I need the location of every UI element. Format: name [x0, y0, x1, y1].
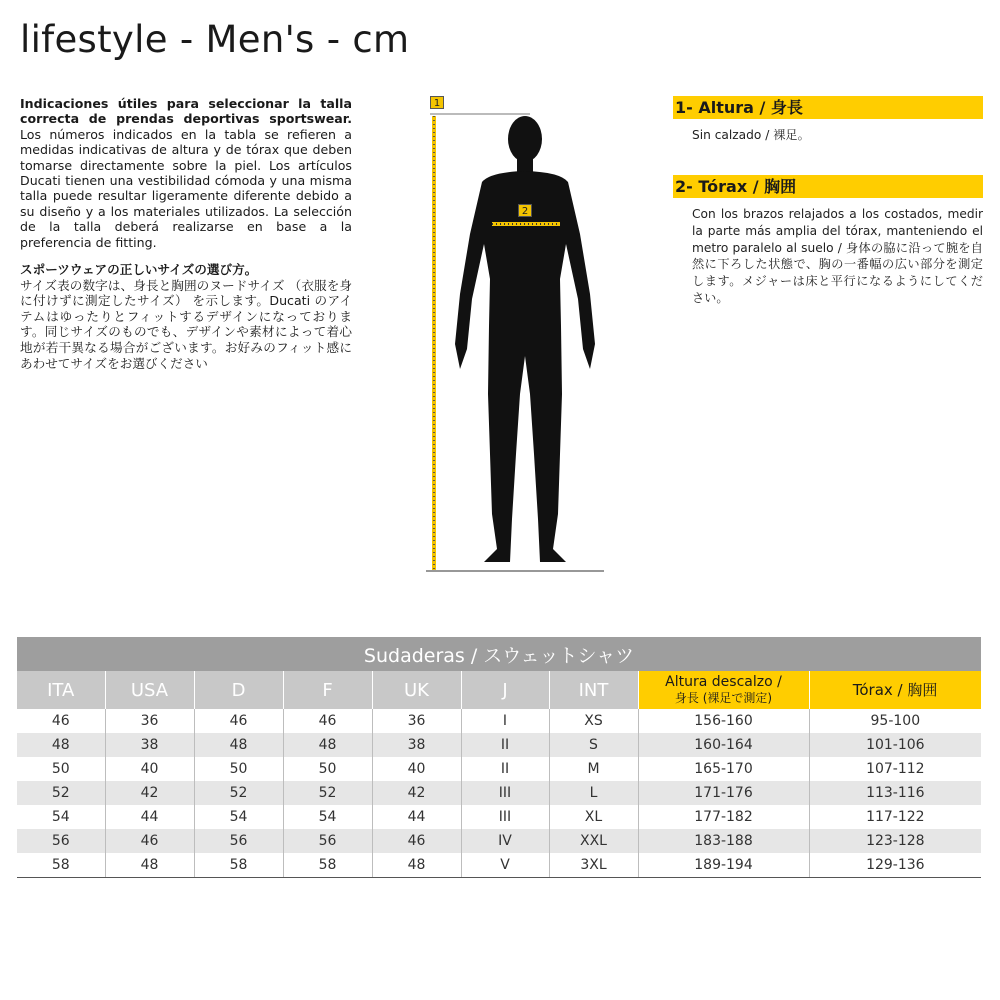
height-text: Sin calzado / 裸足。	[692, 128, 810, 142]
table-cell: 56	[17, 829, 105, 853]
page-title: lifestyle - Men's - cm	[20, 18, 410, 61]
table-cell: 46	[105, 829, 194, 853]
table-cell: 46	[194, 709, 283, 733]
col-header: ITA	[17, 671, 105, 709]
table-cell: 58	[17, 853, 105, 878]
col-header-chest: Tórax / 胸囲	[809, 671, 981, 709]
table-cell: 156-160	[638, 709, 809, 733]
table-cell: 42	[105, 781, 194, 805]
table-cell: 54	[194, 805, 283, 829]
intro-ja-heading: スポーツウェアの正しいサイズの選び方。	[20, 262, 258, 278]
height-marker-badge: 1	[430, 96, 444, 109]
table-cell: 117-122	[866, 809, 925, 825]
chest-section	[673, 175, 983, 307]
table-cell: 3XL	[549, 853, 638, 878]
height-header-line2: 身長 (裸足で測定)	[674, 691, 773, 705]
table-cell: 113-116	[809, 781, 981, 805]
col-header: F	[283, 671, 372, 709]
table-cell: 107-112	[866, 761, 925, 777]
table-cell: 101-106	[809, 733, 981, 757]
table-cell: S	[549, 733, 638, 757]
table-cell: 58	[283, 853, 372, 878]
intro-ja-body: サイズ表の数字は、身長と胸囲のヌードサイズ （衣服を身に付けずに測定したサイズ） を示します。Ducati のアイテムはゆったりとフィットするデザインになっております。同じサイズのものでも、デザインや素材によって着心地が若干異なる場合がございます。お好みのフィット感にあわせてサイズをお選びください	[20, 277, 352, 371]
chest-text: Con los brazos relajados a los costados, medir la parte más amplia del tórax, manteniendo el metro paralelo al suelo / 身体の脇に沿って腕を自然に下ろした状態で、胸の一番幅の広い部分を測定します。メジャーは床と平行になるようにしてください。	[692, 207, 983, 305]
table-row	[17, 709, 981, 733]
table-cell: 183-188	[638, 829, 809, 853]
table-cell: 46	[283, 709, 372, 733]
col-header-height	[638, 671, 809, 709]
table-cell: 123-128	[809, 829, 981, 853]
height-heading: 1- Altura / 身長	[673, 96, 983, 119]
table-cell: II	[461, 733, 549, 757]
table-cell: 129-136	[809, 853, 981, 878]
body-measurement-figure	[420, 94, 610, 576]
table-cell: 50	[283, 757, 372, 781]
table-cell: II	[461, 757, 549, 781]
table-cell: M	[549, 757, 638, 781]
table-header	[17, 671, 981, 709]
table-cell: 46	[17, 709, 105, 733]
table-caption: Sudaderas / スウェットシャツ	[17, 637, 981, 671]
table-cell: IV	[461, 829, 549, 853]
table-cell: V	[461, 853, 549, 878]
table-cell: 48	[105, 853, 194, 878]
table-cell: 52	[194, 781, 283, 805]
table-row	[17, 757, 981, 781]
height-header-line1: Altura descalzo /	[665, 674, 782, 690]
chest-marker-badge: 2	[518, 204, 532, 217]
table-cell: 36	[372, 709, 461, 733]
table-cell: XL	[549, 805, 638, 829]
table-cell: L	[549, 781, 638, 805]
col-header: USA	[105, 671, 194, 709]
table-cell: 48	[372, 853, 461, 878]
table-cell: I	[461, 709, 549, 733]
table-cell: XS	[549, 709, 638, 733]
col-header: D	[194, 671, 283, 709]
table-cell: 58	[194, 853, 283, 878]
table-cell: 46	[372, 829, 461, 853]
table-row	[17, 733, 981, 757]
table-row	[17, 781, 981, 805]
table-cell: 38	[105, 733, 194, 757]
table-cell: 50	[17, 757, 105, 781]
table-cell: 171-176	[638, 781, 809, 805]
body-silhouette-icon	[420, 94, 610, 576]
table-cell: XXL	[549, 829, 638, 853]
table-cell: 165-170	[638, 757, 809, 781]
table-cell: 177-182	[638, 805, 809, 829]
table-row	[17, 805, 981, 829]
table-cell: 50	[194, 757, 283, 781]
table-cell: 42	[372, 781, 461, 805]
intro-es-body: Los números indicados en la tabla se refieren a medidas indicativas de altura y de tórax que deben tomarse directamente sobre la piel. Los artículos Ducati tienen una vestibilidad cómoda y una misma talla puede resultar ligeramente diferente debido a su diseño y a los materiales utilizados. La selección de la talla deberá realizarse en base a la preferencia de fitting.	[20, 126, 352, 250]
table-cell: 48	[283, 733, 372, 757]
table-cell: 38	[372, 733, 461, 757]
table-row	[17, 829, 981, 853]
table-cell: 52	[17, 781, 105, 805]
table-cell: 36	[105, 709, 194, 733]
col-header: J	[461, 671, 549, 709]
table-cell: 95-100	[870, 713, 921, 729]
intro-text	[20, 96, 352, 371]
size-table	[17, 637, 982, 878]
table-cell: 189-194	[638, 853, 809, 878]
intro-es-heading: Indicaciones útiles para seleccionar la talla correcta de prendas deportivas sportswear.	[20, 96, 352, 127]
table-cell: 160-164	[638, 733, 809, 757]
table-cell: 56	[283, 829, 372, 853]
height-section	[673, 96, 983, 144]
table-row	[17, 853, 981, 878]
chest-heading: 2- Tórax / 胸囲	[673, 175, 983, 198]
table-cell: 48	[17, 733, 105, 757]
table-cell: 56	[194, 829, 283, 853]
table-cell: 48	[194, 733, 283, 757]
table-cell: 40	[105, 757, 194, 781]
table-cell: 54	[283, 805, 372, 829]
table-cell: 44	[105, 805, 194, 829]
table-cell: 44	[372, 805, 461, 829]
table-cell: 40	[372, 757, 461, 781]
table-cell: III	[461, 805, 549, 829]
table-cell: 52	[283, 781, 372, 805]
table-cell: 54	[17, 805, 105, 829]
col-header: INT	[549, 671, 638, 709]
table-cell: III	[461, 781, 549, 805]
col-header: UK	[372, 671, 461, 709]
